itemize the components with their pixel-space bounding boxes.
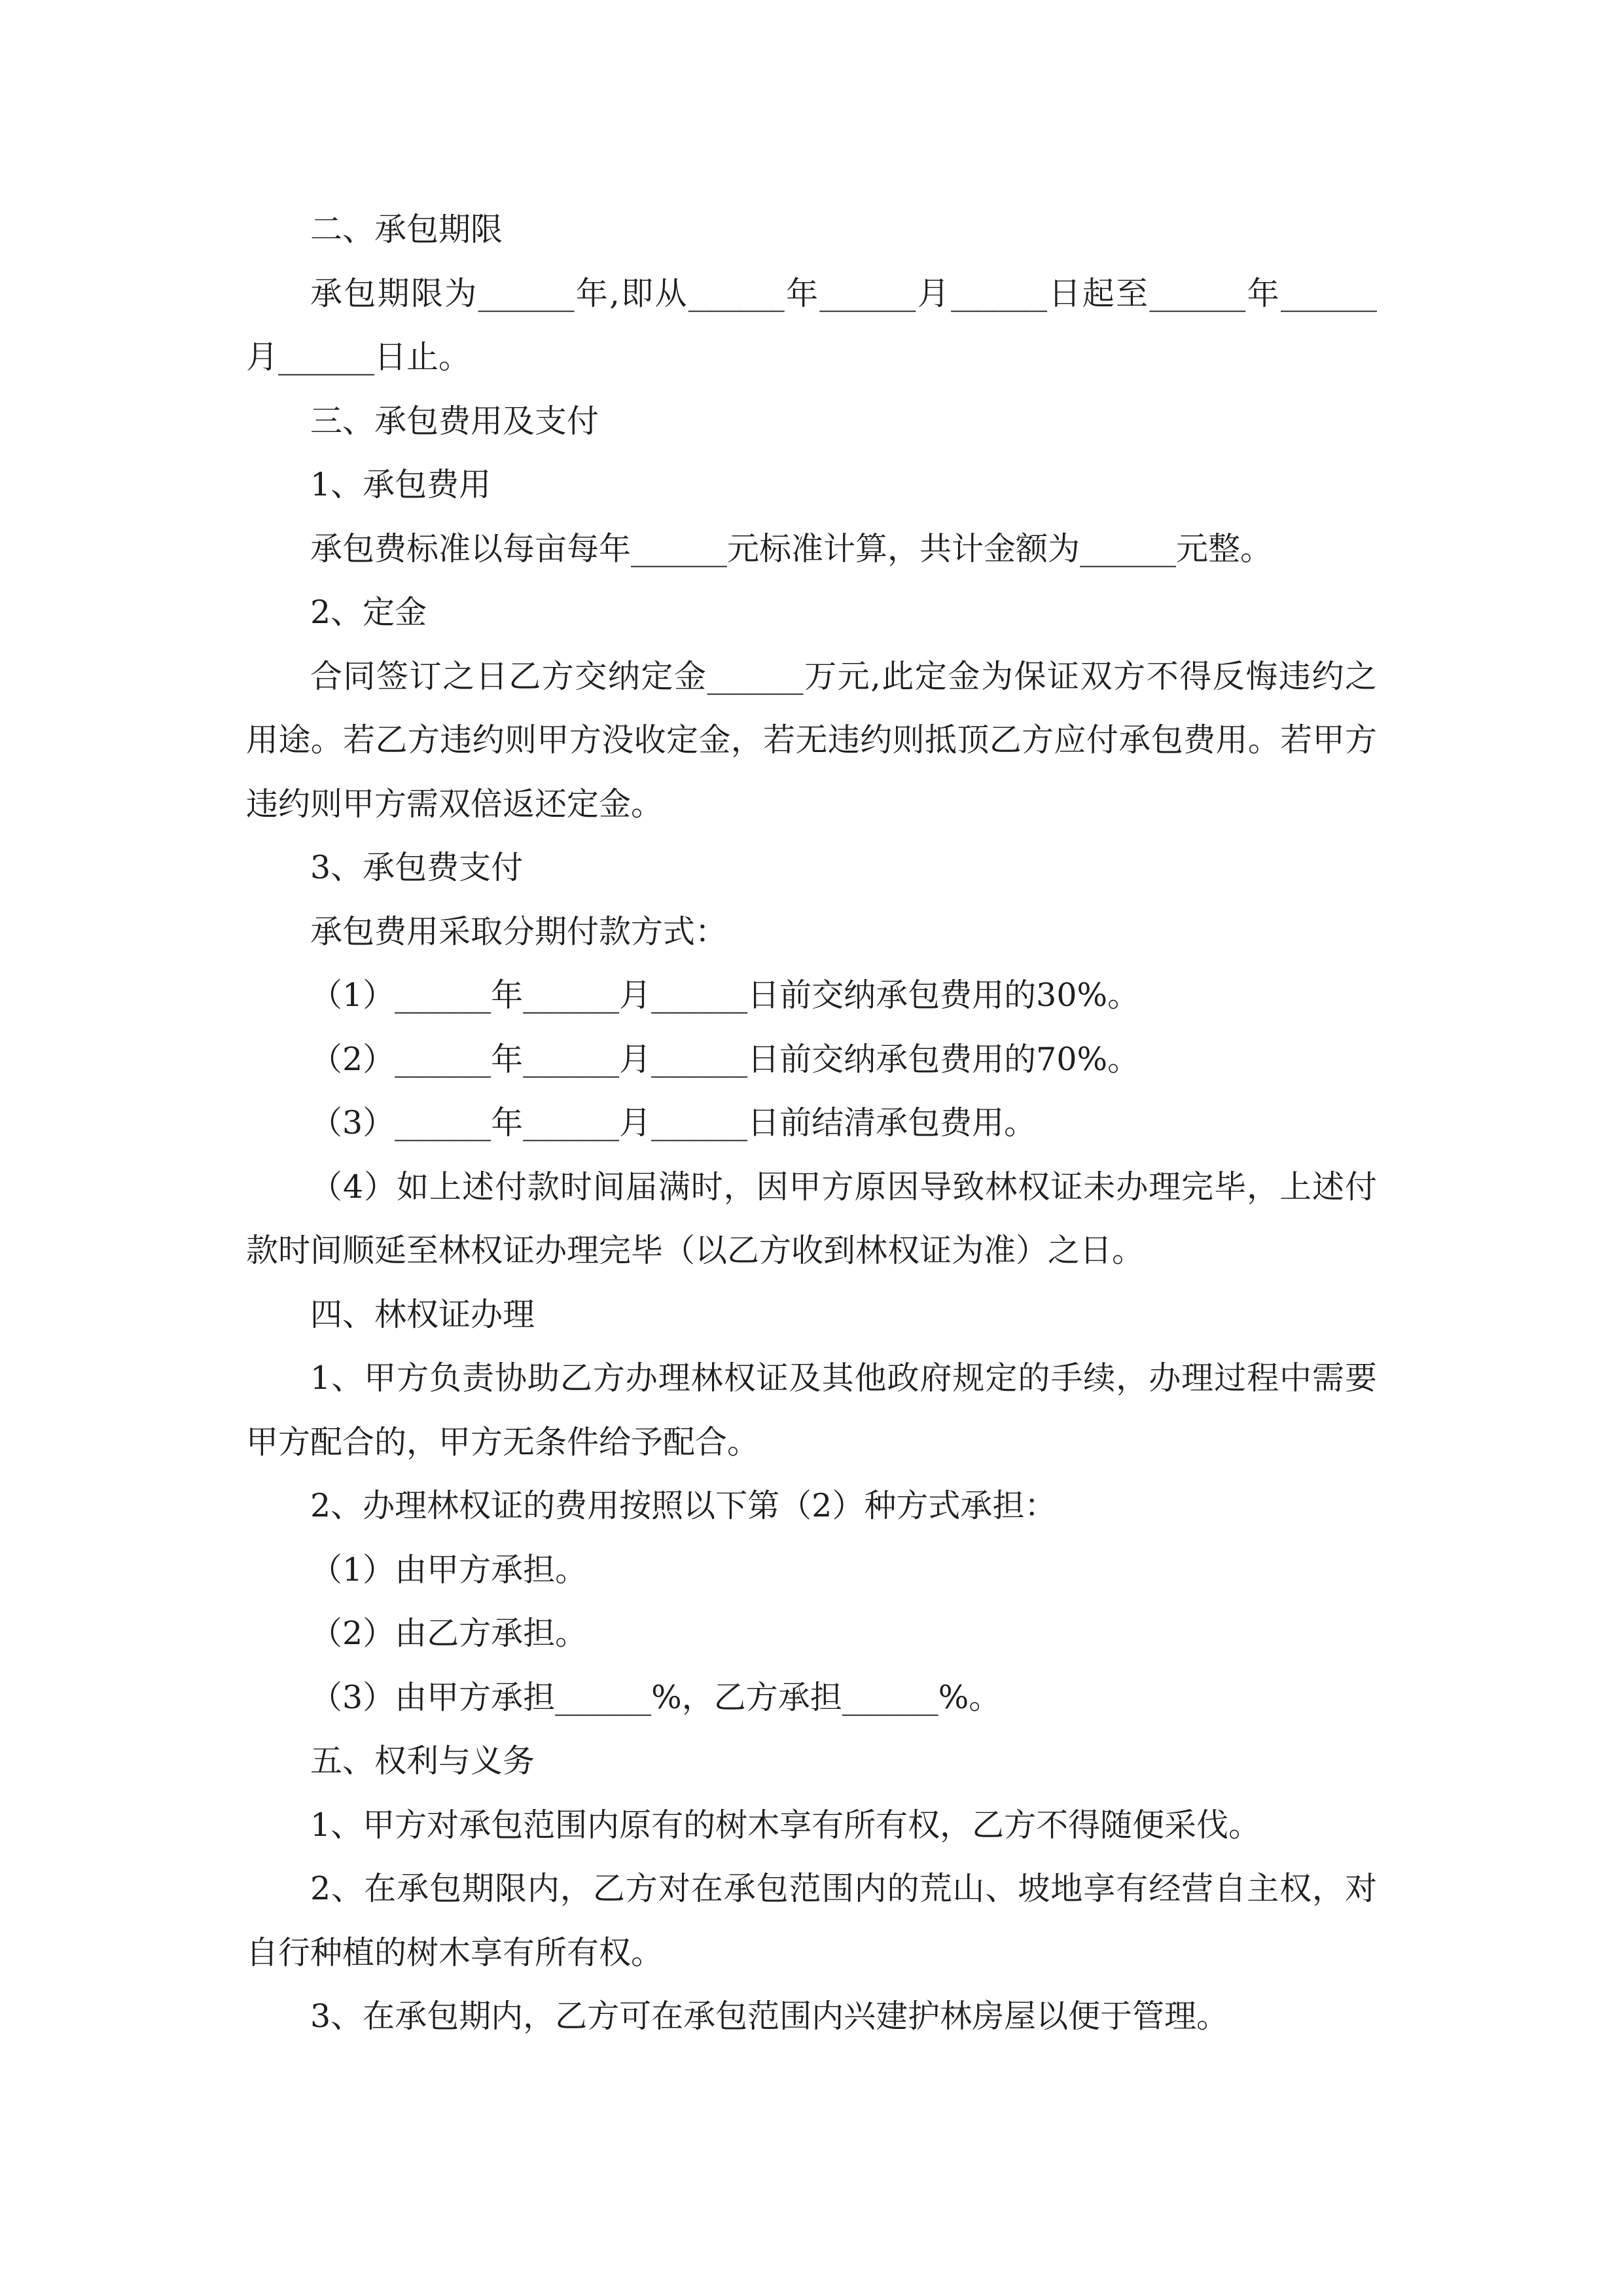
- paragraph-line: 1、甲方对承包范围内原有的树木享有所有权，乙方不得随便采伐。: [310, 1806, 1261, 1844]
- paragraph-line: 1、甲方负责协助乙方办理林权证及其他政府规定的手续，办理过程中需要: [310, 1359, 1377, 1397]
- section-heading-fees: 三、承包费用及支付: [310, 402, 599, 440]
- list-item: （2）由乙方承担。: [310, 1615, 588, 1652]
- document-body: [246, 198, 1377, 2049]
- list-item: （1）由甲方承担。: [310, 1551, 588, 1588]
- subsection-heading: 3、承包费支付: [310, 849, 524, 886]
- section-heading-term: 二、承包期限: [310, 211, 503, 248]
- paragraph-line: 违约则甲方需双倍返还定金。: [246, 785, 664, 823]
- paragraph-line: 承包期限为______年,即从______年______月______日起至______年______: [310, 274, 1377, 312]
- paragraph-line: 月______日止。: [246, 338, 471, 376]
- paragraph-line: 2、办理林权证的费用按照以下第（2）种方式承担：: [310, 1487, 1057, 1524]
- list-item: （4）如上述付款时间届满时，因甲方原因导致林权证未办理完毕，上述付: [310, 1168, 1377, 1206]
- paragraph-line: 甲方配合的，甲方无条件给予配合。: [246, 1423, 760, 1461]
- paragraph-line: 款时间顺延至林权证办理完毕（以乙方收到林权证为准）之日。: [246, 1232, 1145, 1269]
- section-heading-certificate: 四、林权证办理: [310, 1295, 535, 1333]
- list-item: （1）______年______月______日前交纳承包费用的30%。: [310, 977, 1140, 1014]
- subsection-heading: 2、定金: [310, 594, 427, 631]
- list-item: （3）由甲方承担______%，乙方承担______%。: [310, 1678, 1001, 1716]
- paragraph-line: 用途。若乙方违约则甲方没收定金，若无违约则抵顶乙方应付承包费用。若甲方: [246, 721, 1377, 759]
- paragraph-line: 3、在承包期内，乙方可在承包范围内兴建护林房屋以便于管理。: [310, 1998, 1229, 2035]
- list-item: （3）______年______月______日前结清承包费用。: [310, 1104, 1037, 1141]
- paragraph-line: 合同签订之日乙方交纳定金______万元,此定金为保证双方不得反悔违约之: [310, 657, 1377, 695]
- list-item: （2）______年______月______日前交纳承包费用的70%。: [310, 1040, 1140, 1078]
- subsection-heading: 1、承包费用: [310, 466, 491, 503]
- section-heading-rights: 五、权利与义务: [310, 1742, 535, 1780]
- paragraph-line: 2、在承包期限内，乙方对在承包范围内的荒山、坡地享有经营自主权，对: [310, 1870, 1377, 1907]
- paragraph-line: 承包费标准以每亩每年______元标准计算，共计金额为______元整。: [310, 529, 1273, 567]
- paragraph-line: 自行种植的树木享有所有权。: [246, 1933, 664, 1971]
- paragraph-line: 承包费用采取分期付款方式：: [310, 912, 728, 950]
